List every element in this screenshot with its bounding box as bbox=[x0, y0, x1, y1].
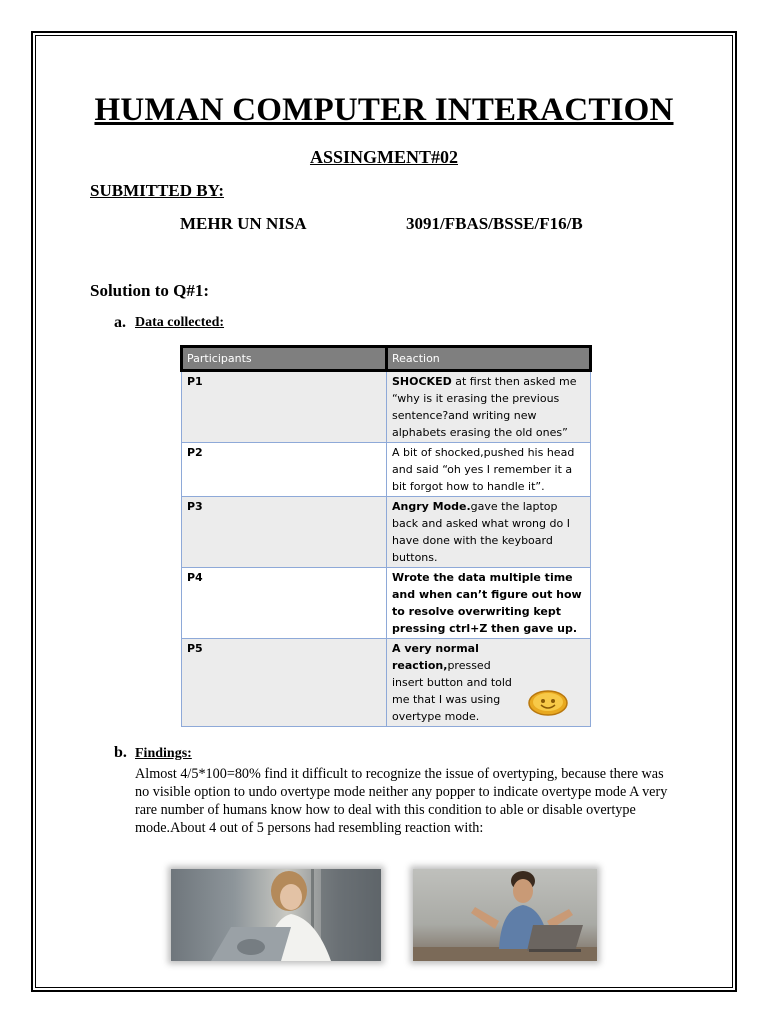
reaction-cell bbox=[387, 639, 591, 727]
table-row bbox=[182, 371, 591, 443]
registration-number: 3091/FBAS/BSSE/F16/B bbox=[406, 214, 583, 233]
reaction-text: gave the laptop back and asked what wrong do I have done with the keyboard buttons. bbox=[392, 500, 570, 564]
assignment-subtitle: ASSINGMENT#02 bbox=[309, 147, 459, 167]
reaction-cell bbox=[387, 497, 591, 568]
solution-heading: Solution to Q#1: bbox=[90, 281, 210, 300]
woman-at-laptop-photo bbox=[171, 869, 381, 961]
student-name: MEHR UN NISA bbox=[180, 214, 307, 233]
reaction-cell bbox=[387, 371, 591, 443]
participant-cell: P1 bbox=[182, 371, 387, 443]
list-marker-a: a. bbox=[114, 314, 126, 331]
findings-paragraph: Almost 4/5*100=80% find it difficult to recognize the issue of overtyping, because there was no visible option to undo overtype mode neither any popper to indicate overtype mode A very rare number of humans know how to deal with this condition to able or disable overtype mode.About 4 out of 5 persons had resembling reaction with: bbox=[135, 766, 668, 836]
column-header-participants: Participants bbox=[182, 347, 387, 371]
table-row bbox=[182, 443, 591, 497]
table-header-row bbox=[182, 347, 591, 371]
reaction-bold-text: A very normal reaction, bbox=[392, 642, 479, 672]
reaction-text: at first then asked me “why is it erasing the previous sentence?and writing new alphabets erasing the old ones” bbox=[392, 375, 577, 439]
column-header-reaction: Reaction bbox=[387, 347, 591, 371]
list-marker-b: b. bbox=[114, 744, 127, 761]
data-collected-label: Data collected: bbox=[135, 315, 225, 330]
participant-cell: P2 bbox=[182, 443, 387, 497]
reaction-cell bbox=[387, 443, 591, 497]
reaction-text: A bit of shocked,pushed his head and said “oh yes I remember it a bit forgot how to handle it”. bbox=[392, 446, 575, 493]
reaction-text: pressed insert button and told me that I was using overtype mode. bbox=[392, 659, 512, 723]
reaction-table bbox=[180, 345, 592, 727]
document-title: HUMAN COMPUTER INTERACTION bbox=[94, 92, 674, 128]
table-row bbox=[182, 497, 591, 568]
submitted-by-label: SUBMITTED BY: bbox=[90, 181, 224, 200]
participant-cell: P5 bbox=[182, 639, 387, 727]
participant-cell: P3 bbox=[182, 497, 387, 568]
man-at-laptop-photo bbox=[413, 869, 597, 961]
reaction-bold-text: SHOCKED bbox=[392, 375, 452, 388]
reaction-bold-text: Angry Mode. bbox=[392, 500, 471, 513]
participant-cell: P4 bbox=[182, 568, 387, 639]
findings-label: Findings: bbox=[135, 746, 192, 761]
reaction-bold-text: Wrote the data multiple time and when can’t figure out how to resolve overwriting kept pressing ctrl+Z then gave up. bbox=[392, 571, 582, 635]
reaction-cell bbox=[387, 568, 591, 639]
table-row bbox=[182, 568, 591, 639]
table-row bbox=[182, 639, 591, 727]
gold-coin-smiley-icon bbox=[528, 690, 568, 716]
